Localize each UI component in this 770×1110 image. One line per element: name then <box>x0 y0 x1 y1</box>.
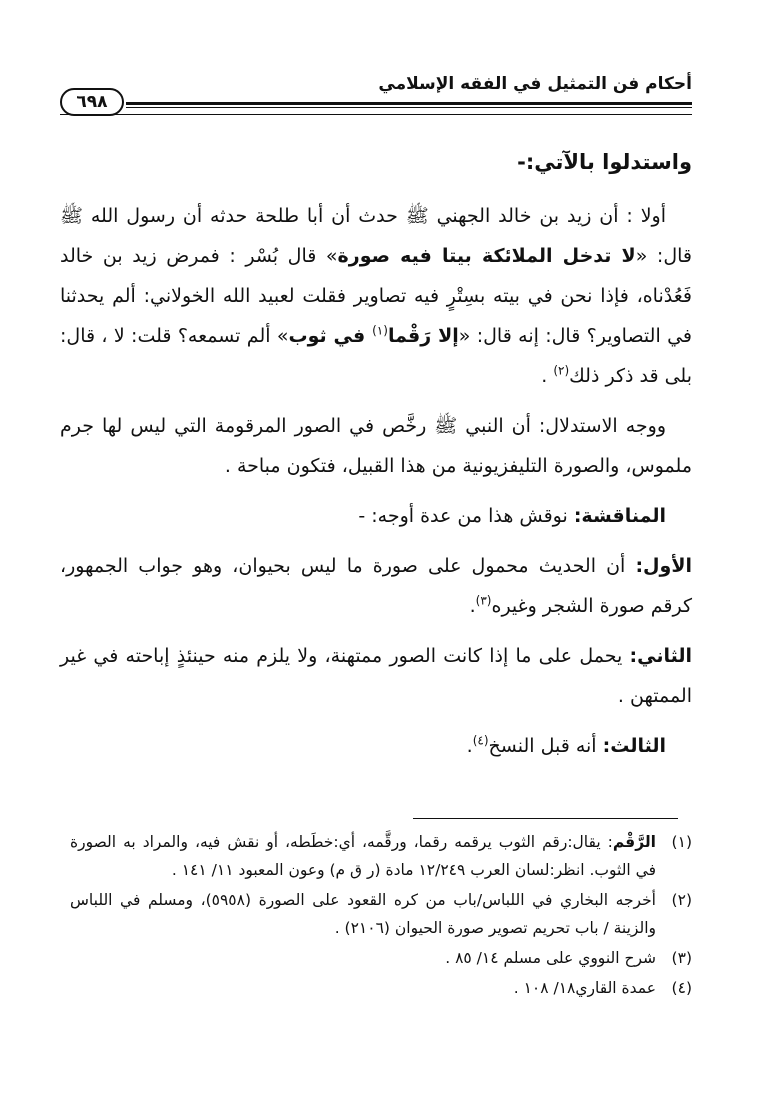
footnote-body: : يقال:رقم الثوب يرقمه رقما، ورقَّمه، أي:خطَطه، أو نقش فيه، والمراد به الصورة في الثوب. انظر:لسان العرب ١٢/٢٤٩ مادة (ر ق م) وعون المعبود ١١/ ١٤١ . <box>70 833 656 879</box>
footnote-term: الرَّقْم <box>612 833 656 851</box>
first-end: . <box>469 595 476 617</box>
footnote-3 <box>70 944 692 972</box>
footnote-ref-3[interactable]: (٣) <box>475 593 492 608</box>
footnote-separator <box>413 818 678 819</box>
footnote-4 <box>70 974 692 1002</box>
footnote-ref-4[interactable]: (٤) <box>472 733 489 748</box>
first-objection <box>60 546 692 626</box>
footnotes <box>70 828 692 1004</box>
running-title: أحكام فن التمثيل في الفقه الإسلامي <box>378 74 692 94</box>
third-end: . <box>466 735 473 757</box>
page-header <box>60 60 692 130</box>
third-label: الثالث: <box>602 735 666 757</box>
argument-paragraph: ووجه الاستدلال: أن النبي ﷺ رخَّص في الصور المرقومة التي ليس لها جرم ملموس، والصورة التليفزيونية من هذا القبيل، فتكون مباحة . <box>60 415 692 477</box>
hadith-line-5: » ألم تسمعه؟ قلت: لا ، قال: بلى قد ذكر ذلك <box>60 325 692 387</box>
discussion-text: نوقش هذا من عدة أوجه: - <box>358 505 574 527</box>
second-label: الثاني: <box>629 645 692 667</box>
hadith-quote-1: لا تدخل الملائكة بيتا فيه صورة <box>337 245 636 267</box>
footnote-ref-1[interactable]: (١) <box>372 323 388 338</box>
header-rule-thick <box>126 102 692 105</box>
first-text: أن الحديث محمول على صورة ما ليس بحيوان، وهو جواب الجمهور، كرقم صورة الشجر وغيره <box>60 555 692 617</box>
footnote-text: شرح النووي على مسلم ١٤/ ٨٥ . <box>445 949 656 967</box>
footnote-number: (٤) <box>671 979 692 997</box>
discussion-paragraph <box>60 496 692 536</box>
footnote-1 <box>70 828 692 884</box>
hadith-quote-2: إلا رَقْما <box>387 325 459 347</box>
second-text: يحمل على ما إذا كانت الصور ممتهنة، ولا يلزم منه حينئذٍ إباحته في غير الممتهن . <box>60 645 692 707</box>
footnote-text: عمدة القاري١٨/ ١٠٨ . <box>513 979 656 997</box>
page-number-badge: ٦٩٨ <box>60 88 124 116</box>
footnote-number: (٣) <box>671 949 692 967</box>
main-text <box>60 150 692 776</box>
section-heading: واستدلوا بالآتي:- <box>517 150 692 174</box>
footnote-number: (٢) <box>671 891 692 909</box>
hadith-line-3: فمرض زيد بن خالد فَعُدْناه، فإذا نحن في بيته بسِتْرٍ فيه تصاوير فقلت <box>60 245 692 307</box>
footnote-number: (١) <box>671 833 692 851</box>
third-objection <box>60 726 692 766</box>
footnote-text <box>70 828 656 884</box>
hadith-line-2b: » قال بُسْر : <box>229 245 338 267</box>
hadith-quote-2b: في ثوب <box>288 325 373 347</box>
header-rule-thin <box>126 107 692 108</box>
hadith-paragraph <box>60 196 692 396</box>
discussion-label: المناقشة: <box>573 505 666 527</box>
hadith-line-4: لعبيد الله الخولاني: ألم يحدثنا في التصاوير؟ قال: إنه قال: « <box>60 285 692 347</box>
hadith-line-2: رسول الله ﷺ قال: « <box>60 205 692 267</box>
header-rule-underline <box>60 114 692 115</box>
hadith-line-end: . <box>541 365 554 387</box>
footnote-text: أخرجه البخاري في اللباس/باب من كره القعود على الصورة (٥٩٥٨)، ومسلم في اللباس والزينة / باب تحريم تصوير صورة الحيوان (٢١٠٦) . <box>70 891 656 937</box>
second-objection <box>60 636 692 716</box>
footnote-ref-2[interactable]: (٢) <box>553 363 570 378</box>
hadith-line-1: أولا : أن زيد بن خالد الجهني ﷺ حدث أن أبا طلحة حدثه أن <box>182 205 667 227</box>
footnote-2 <box>70 886 692 942</box>
third-text: أنه قبل النسخ <box>488 735 603 757</box>
first-label: الأول: <box>635 555 692 577</box>
